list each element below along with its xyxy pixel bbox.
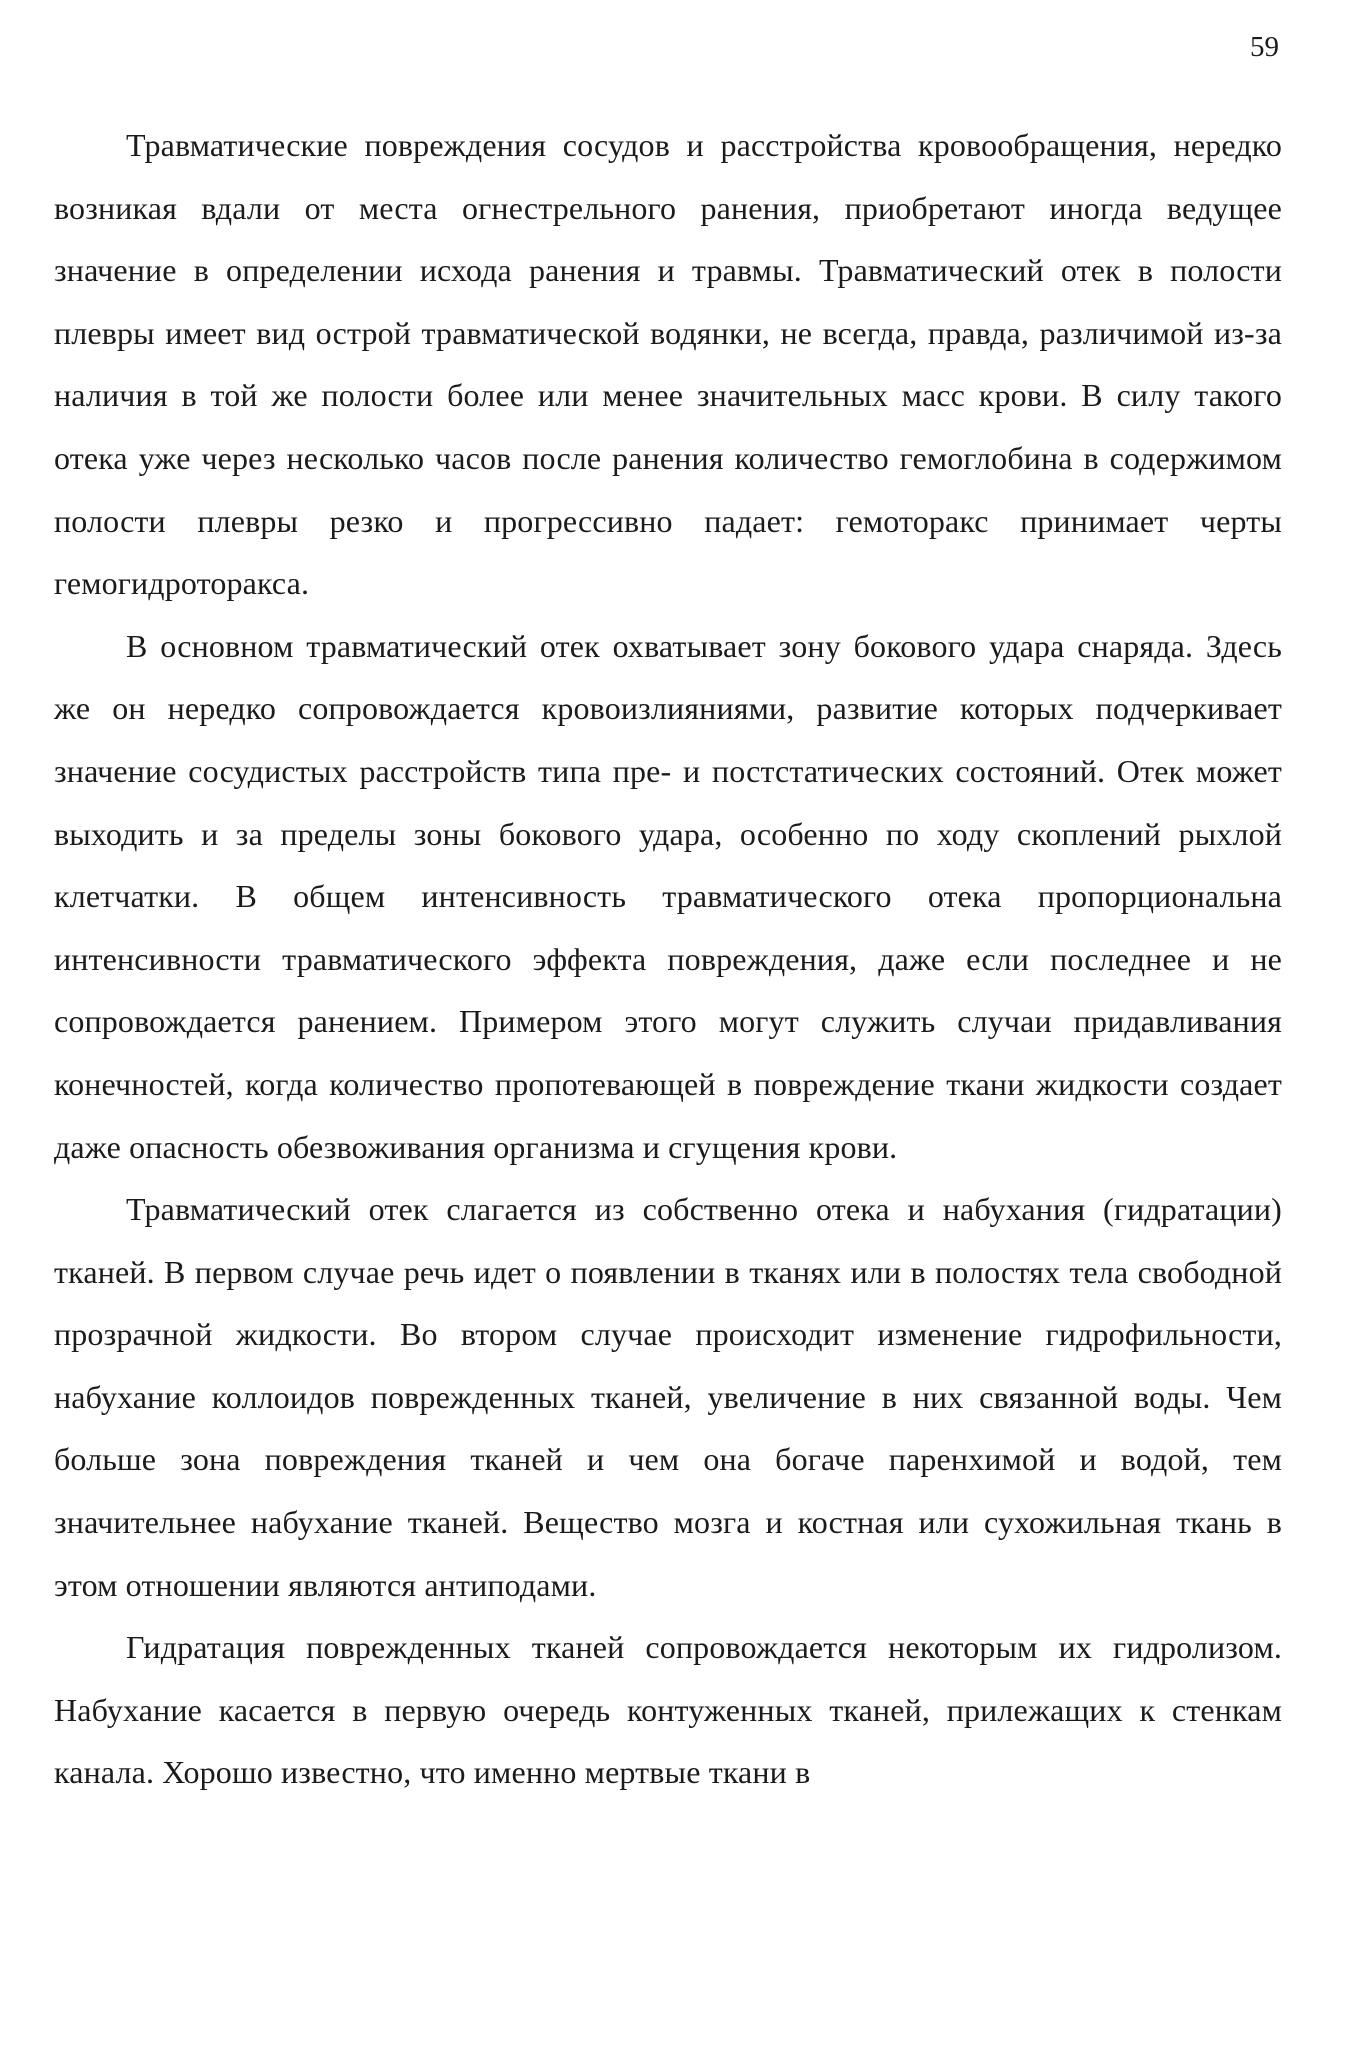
page-number: 59 xyxy=(1250,31,1279,63)
paragraph-1: Травматические повреждения сосудов и расстройства кровообращения, нередко возникая вдали от места огнестрельного ранения, приобретают иногда ведущее значение в определении исхода ранения и травмы. Травматический отек в полости плевры имеет вид острой травматической водянки, не всегда, правда, различимой из-за наличия в той же полости более или менее значительных масс крови. В силу такого отека уже через несколько часов после ранения количество гемоглобина в содержимом полости плевры резко и прогрессивно падает: гемоторакс принимает черты гемогидроторакса. xyxy=(54,127,1282,602)
paragraph-3: Травматический отек слагается из собственно отека и набухания (гидратации) тканей. В первом случае речь идет о появлении в тканях или в полостях тела свободной прозрачной жидкости. Во втором случае происходит изменение гидрофильности, набухание коллоидов поврежденных тканей, увеличение в них связанной воды. Чем больше зона повреждения тканей и чем она богаче паренхимой и водой, тем значительнее набухание тканей. Вещество мозга и костная или сухожильная ткань в этом отношении являются антиподами. xyxy=(54,1191,1282,1603)
document-body xyxy=(54,114,1282,1804)
paragraph-2: В основном травматический отек охватывает зону бокового удара снаряда. Здесь же он нередко сопровождается кровоизлияниями, развитие которых подчеркивает значение сосудистых расстройств типа пре- и постстатических состояний. Отек может выходить и за пределы зоны бокового удара, особенно по ходу скоплений рыхлой клетчатки. В общем интенсивность травматического отека пропорциональна интенсивности травматического эффекта повреждения, даже если последнее и не сопровождается ранением. Примером этого могут служить случаи придавливания конечностей, когда количество пропотевающей в повреждение ткани жидкости создает даже опасность обезвоживания организма и сгущения крови. xyxy=(54,627,1282,1165)
paragraph-4: Гидратация поврежденных тканей сопровождается некоторым их гидролизом. Набухание касается в первую очередь контуженных тканей, прилежащих к стенкам канала. Хорошо известно, что именно мертвые ткани в xyxy=(54,1629,1282,1791)
